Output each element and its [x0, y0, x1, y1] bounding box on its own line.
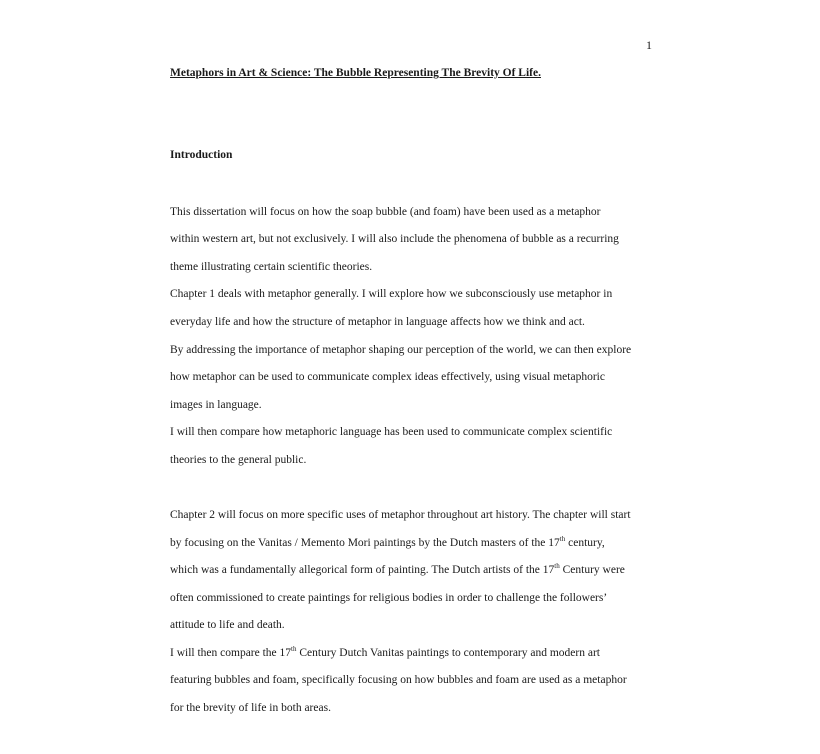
- text-line: [170, 536, 605, 550]
- text-segment: which was a fundamentally allegorical form of painting. The Dutch artists of the 17: [170, 564, 555, 576]
- text-line: I will then compare how metaphoric language has been used to communicate complex scientific: [170, 426, 613, 438]
- text-segment: Century Dutch Vanitas paintings to contemporary and modern art: [296, 647, 600, 659]
- text-line: for the brevity of life in both areas.: [170, 702, 331, 714]
- text-line: By addressing the importance of metaphor shaping our perception of the world, we can then explore: [170, 344, 632, 356]
- page-number: 1: [646, 38, 652, 52]
- text-line: theories to the general public.: [170, 454, 307, 466]
- superscript: th: [559, 535, 566, 543]
- document-title: Metaphors in Art & Science: The Bubble Representing The Brevity Of Life.: [170, 67, 541, 79]
- text-line: [170, 646, 600, 660]
- section-heading: Introduction: [170, 149, 233, 161]
- text-segment: by focusing on the Vanitas / Memento Mori paintings by the Dutch masters of the 17: [170, 537, 560, 549]
- text-line: often commissioned to create paintings for religious bodies in order to challenge the followers’: [170, 592, 608, 604]
- superscript: th: [291, 645, 297, 653]
- text-line: how metaphor can be used to communicate complex ideas effectively, using visual metaphoric: [170, 371, 605, 383]
- text-line: This dissertation will focus on how the soap bubble (and foam) have been used as a metaphor: [170, 206, 601, 218]
- text-segment: I will then compare the 17: [170, 647, 292, 659]
- text-segment: Century were: [559, 564, 625, 576]
- text-line: Chapter 1 deals with metaphor generally. I will explore how we subconsciously use metaphor in: [170, 288, 613, 300]
- text-line: attitude to life and death.: [170, 619, 285, 631]
- text-line: [170, 563, 625, 577]
- text-segment: century,: [565, 537, 605, 549]
- text-line: within western art, but not exclusively. I will also include the phenomena of bubble as a recurring: [170, 233, 619, 245]
- text-line: Chapter 2 will focus on more specific uses of metaphor throughout art history. The chapter will start: [170, 509, 631, 521]
- superscript: th: [554, 562, 560, 570]
- text-line: featuring bubbles and foam, specifically focusing on how bubbles and foam are used as a metaphor: [170, 674, 627, 686]
- text-line: images in language.: [170, 399, 262, 411]
- text-line: theme illustrating certain scientific theories.: [170, 261, 373, 273]
- text-line: everyday life and how the structure of metaphor in language affects how we think and act.: [170, 316, 585, 328]
